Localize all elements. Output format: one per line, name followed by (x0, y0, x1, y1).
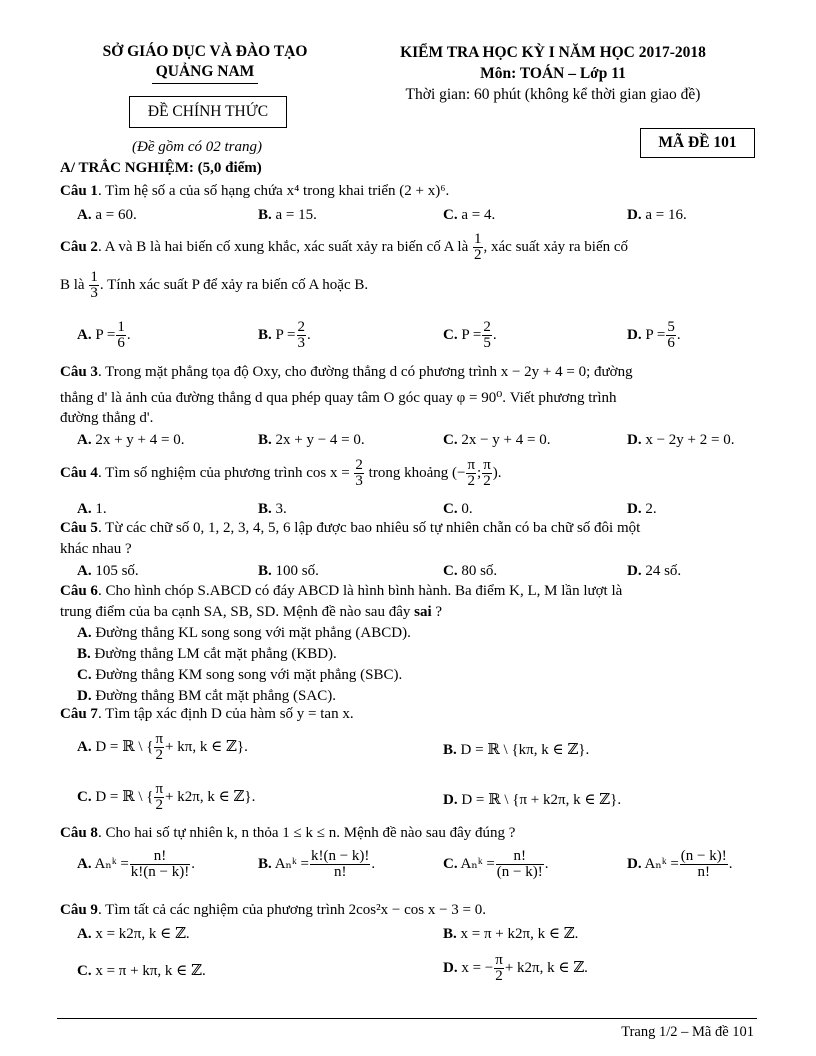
q8-option-c[interactable]: C. Aₙᵏ = $\frac{n!}{(n - k)!}$ . (443, 848, 549, 880)
question-5: Câu 5. Từ các chữ số 0, 1, 2, 3, 4, 5, 6 lập được bao nhiêu số tự nhiên chẵn có ba chữ số đôi một (60, 520, 641, 536)
exam-time: Thời gian: 60 phút (không kể thời gian giao đề) (405, 86, 701, 103)
question-6: Câu 6. Cho hình chóp S.ABCD có đáy ABCD là hình bình hành. Ba điểm K, L, M lần lượt là (60, 583, 623, 599)
question-7: Câu 7. Tìm tập xác định D của hàm số y = tan x. (60, 706, 354, 722)
q8-option-b[interactable]: B. Aₙᵏ = $\frac{k!(n - k)!}{n!}$ . (258, 848, 376, 880)
q1-option-b[interactable]: B. a = 15. (258, 207, 317, 223)
official-exam-box: ĐỀ CHÍNH THỨC (129, 96, 287, 128)
q2-option-d[interactable]: D. P = $\frac{5}{6}$ . (627, 319, 681, 351)
page-footer: Trang 1/2 – Mã đề 101 (621, 1024, 754, 1040)
question-8: Câu 8. Cho hai số tự nhiên k, n thỏa 1 ≤ k ≤ n. Mệnh đề nào sau đây đúng ? (60, 825, 516, 841)
footer-rule (57, 1018, 757, 1019)
q7-option-b[interactable]: B. D = ℝ \ {kπ, k ∈ ℤ}. (443, 742, 590, 758)
exam-code-box: MÃ ĐỀ 101 (640, 128, 755, 158)
fraction: $\frac{1}{2}$ (474, 231, 482, 263)
question-3-cont: đường thẳng d'. (60, 410, 154, 426)
fraction: $\frac{1}{3}$ (90, 269, 98, 301)
q4-option-d[interactable]: D. 2. (627, 501, 657, 517)
q1-option-a[interactable]: A. a = 60. (77, 207, 137, 223)
question-9: Câu 9. Tìm tất cả các nghiệm của phương trình 2cos²x − cos x − 3 = 0. (60, 902, 487, 918)
q9-option-a[interactable]: A. x = k2π, k ∈ ℤ. (77, 926, 190, 942)
q6-option-b[interactable]: B. Đường thẳng LM cắt mặt phẳng (KBD). (77, 646, 337, 662)
q4-option-b[interactable]: B. 3. (258, 501, 287, 517)
q9-option-d[interactable]: D. x = − $\frac{\pi}{2}$ + k2π, k ∈ ℤ. (443, 952, 588, 984)
q5-option-b[interactable]: B. 100 số. (258, 563, 319, 579)
question-4: Câu 4. Tìm số nghiệm của phương trình cos x = $\frac{2}{3}$ trong khoảng (− $\frac{\pi}{2}$ ; $\frac{\pi}{2}$ ). (60, 457, 502, 489)
q3-option-d[interactable]: D. x − 2y + 2 = 0. (627, 432, 735, 448)
pages-note: (Đề gồm có 02 trang) (132, 139, 262, 155)
q9-option-b[interactable]: B. x = π + k2π, k ∈ ℤ. (443, 926, 579, 942)
exam-title: KIỂM TRA HỌC KỲ I NĂM HỌC 2017-2018 (400, 44, 706, 61)
question-2: Câu 2. A và B là hai biến cố xung khắc, xác suất xảy ra biến cố A là $\frac{1}{2}$ , xác suất xảy ra biến cố (60, 231, 629, 263)
q9-option-c[interactable]: C. x = π + kπ, k ∈ ℤ. (77, 963, 206, 979)
q3-option-c[interactable]: C. 2x − y + 4 = 0. (443, 432, 551, 448)
q1-option-c[interactable]: C. a = 4. (443, 207, 496, 223)
question-6-cont: trung điểm của ba cạnh SA, SB, SD. Mệnh đề nào sau đây sai ? (60, 604, 443, 620)
question-1 (60, 183, 449, 200)
question-2-cont: B là $\frac{1}{3}$ . Tính xác suất P để xảy ra biến cố A hoặc B. (60, 269, 369, 301)
q4-option-a[interactable]: A. 1. (77, 501, 107, 517)
department-name: SỞ GIÁO DỤC VÀ ĐÀO TẠO (102, 43, 308, 60)
question-3: Câu 3. Trong mặt phẳng tọa độ Oxy, cho đường thẳng d có phương trình x − 2y + 4 = 0; đường (60, 364, 633, 380)
q5-option-d[interactable]: D. 24 số. (627, 563, 682, 579)
q7-option-a[interactable]: A. D = ℝ \ { $\frac{\pi}{2}$ + kπ, k ∈ ℤ}. (77, 731, 248, 763)
q8-option-a[interactable]: A. Aₙᵏ = $\frac{n!}{k!(n - k)!}$ . (77, 848, 195, 880)
q8-option-d[interactable]: D. Aₙᵏ = $\frac{(n - k)!}{n!}$ . (627, 848, 733, 880)
q5-option-a[interactable]: A. 105 số. (77, 563, 139, 579)
section-title: A/ TRẮC NGHIỆM: (5,0 điểm) (60, 160, 262, 176)
q7-option-c[interactable]: C. D = ℝ \ { $\frac{\pi}{2}$ + k2π, k ∈ ℤ}. (77, 781, 256, 813)
q2-option-c[interactable]: C. P = $\frac{2}{5}$ . (443, 319, 497, 351)
header-underline (152, 83, 258, 84)
question-5-cont: khác nhau ? (60, 541, 132, 557)
q2-option-a[interactable]: A. P = $\frac{1}{6}$ . (77, 319, 131, 351)
q6-option-c[interactable]: C. Đường thẳng KM song song với mặt phẳng (SBC). (77, 667, 403, 683)
q3-option-a[interactable]: A. 2x + y + 4 = 0. (77, 432, 185, 448)
question-text: . Tìm hệ số a của số hạng chứa x⁴ trong khai triển (2 + x)⁶. (97, 183, 450, 199)
question-3-cont: thẳng d' là ảnh của đường thẳng d qua phép quay tâm O góc quay φ = 90⁰. Viết phương trình (60, 390, 617, 406)
question-label: Câu 1 (60, 183, 98, 199)
exam-header (368, 42, 738, 105)
q6-option-a[interactable]: A. Đường thẳng KL song song với mặt phẳng (ABCD). (77, 625, 411, 641)
q7-option-d[interactable]: D. D = ℝ \ {π + k2π, k ∈ ℤ}. (443, 792, 622, 808)
question-label: Câu 2 (60, 238, 98, 255)
q4-option-c[interactable]: C. 0. (443, 501, 473, 517)
q1-option-d[interactable]: D. a = 16. (627, 207, 687, 223)
exam-subject: Môn: TOÁN – Lớp 11 (480, 65, 626, 82)
q5-option-c[interactable]: C. 80 số. (443, 563, 498, 579)
q6-option-d[interactable]: D. Đường thẳng BM cắt mặt phẳng (SAC). (77, 688, 336, 704)
q3-option-b[interactable]: B. 2x + y − 4 = 0. (258, 432, 365, 448)
province-name: QUẢNG NAM (155, 63, 255, 80)
school-header (60, 42, 350, 84)
q2-option-b[interactable]: B. P = $\frac{2}{3}$ . (258, 319, 311, 351)
